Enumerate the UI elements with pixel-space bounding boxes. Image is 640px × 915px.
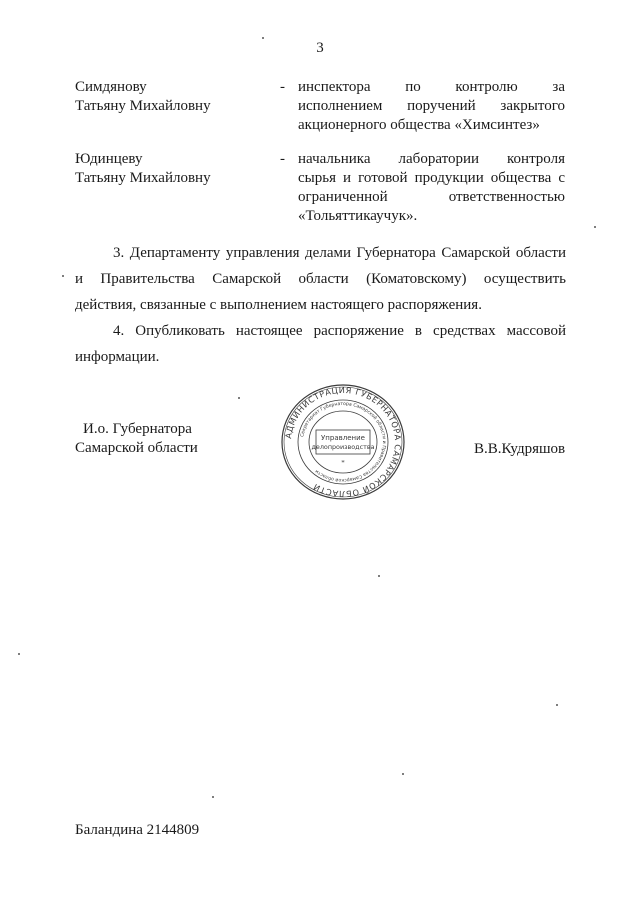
paragraph-line: и Правительства Самарской области (Коматовскому) осуществить (75, 271, 566, 287)
signatory-name: В.В.Кудряшов (474, 441, 566, 457)
paragraph-line: информации. (75, 349, 160, 365)
signatory-title (75, 420, 198, 458)
seal-inner-text: Секретариат Губернатора Самарской области и Правительства Самарской области (300, 401, 387, 483)
scan-speck (556, 704, 558, 706)
seal-center-line: делопроизводства (311, 443, 375, 451)
appointee-position (298, 78, 565, 135)
appointee-surname: Юдинцеву (75, 151, 143, 167)
paragraph-3 (75, 240, 566, 318)
position-line: сырья и готовой продукции общества с (298, 170, 565, 186)
paragraph-4 (75, 318, 566, 370)
signatory-title-line: И.о. Губернатора (83, 421, 192, 437)
position-line: «Тольяттикаучук». (298, 208, 418, 224)
appointment-entry (75, 150, 565, 230)
paragraph-line: 3. Департаменту управления делами Губернатора Самарской области (113, 245, 566, 261)
appointee-position (298, 150, 565, 226)
signatory-title-line: Самарской области (75, 440, 198, 456)
scan-speck (212, 796, 214, 798)
scan-speck (62, 275, 64, 277)
seal-star-icon: * (341, 459, 345, 467)
scan-speck (238, 397, 240, 399)
footer-contact: Баландина 2144809 (75, 822, 200, 838)
appointee-surname: Симдянову (75, 79, 147, 95)
position-line: инспектора по контролю за (298, 79, 565, 95)
scan-speck (594, 226, 596, 228)
scan-speck (378, 575, 380, 577)
scan-speck (18, 653, 20, 655)
appointee-name (75, 150, 265, 188)
appointee-given-name: Татьяну Михайловну (75, 170, 211, 186)
official-seal-stamp (280, 383, 406, 501)
position-line: акционерного общества «Химсинтез» (298, 117, 540, 133)
seal-center-line: Управление (321, 434, 365, 442)
position-line: начальника лаборатории контроля (298, 151, 565, 167)
paragraph-line: действия, связанные с выполнением настоящего распоряжения. (75, 297, 482, 313)
page-number: 3 (316, 40, 324, 56)
entry-dash: - (280, 151, 285, 167)
position-line: ограниченной ответственностью (298, 189, 565, 205)
entry-dash: - (280, 79, 285, 95)
scan-speck (402, 773, 404, 775)
position-line: исполнением поручений закрытого (298, 98, 565, 114)
scan-speck (262, 37, 264, 39)
appointee-given-name: Татьяну Михайловну (75, 98, 211, 114)
paragraph-line: 4. Опубликовать настоящее распоряжение в средствах массовой (113, 323, 566, 339)
appointment-entry (75, 78, 565, 138)
appointee-name (75, 78, 265, 116)
seal-outer-text: АДМИНИСТРАЦИЯ ГУБЕРНАТОРА САМАРСКОЙ ОБЛАСТИ (283, 384, 404, 500)
